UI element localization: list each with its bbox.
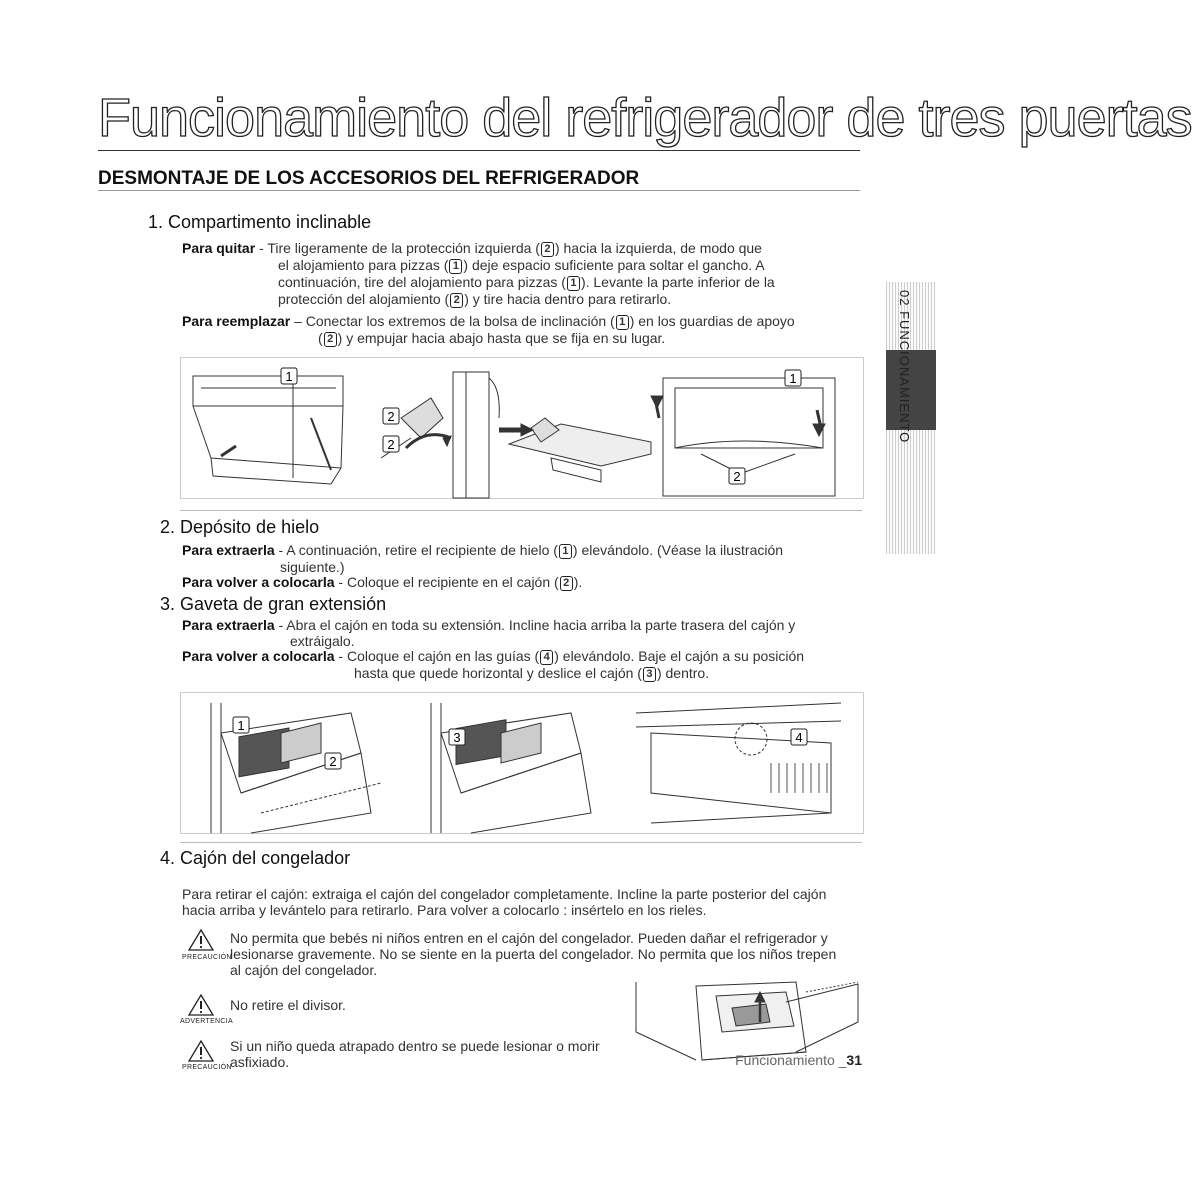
figure-gaveta bbox=[180, 692, 864, 834]
number-2-badge: 2 bbox=[324, 332, 337, 347]
text-deposito-extraerla: Para extraerla - A continuación, retire el recipiente de hielo ( 1 ) elevándolo. (Véase la ilustración siguiente.) bbox=[182, 542, 784, 575]
number-1-badge: 1 bbox=[559, 544, 572, 559]
label-para-quitar: Para quitar bbox=[182, 240, 256, 256]
number-4-badge: 4 bbox=[540, 650, 553, 665]
precaucion-label: PRECAUCIÓN bbox=[182, 1064, 232, 1071]
heading-compartimento: 1. Compartimento inclinable bbox=[148, 212, 372, 232]
page-footer: Funcionamiento _31 bbox=[735, 1052, 862, 1068]
heading-gaveta-extension: 3. Gaveta de gran extensión bbox=[160, 594, 387, 614]
figure-compartimento bbox=[180, 357, 864, 499]
label-para-extraerla: Para extraerla bbox=[182, 542, 275, 558]
warning-triangle-icon bbox=[188, 994, 214, 1016]
svg-text:2: 2 bbox=[387, 409, 395, 424]
number-3-badge: 3 bbox=[643, 667, 656, 682]
label-para-volver-a-colocarla: Para volver a colocarla bbox=[182, 574, 335, 590]
svg-text:2: 2 bbox=[733, 469, 741, 484]
page-title: Funcionamiento del refrigerador de tres puertas bbox=[98, 88, 1192, 148]
divider bbox=[180, 510, 862, 511]
heading-deposito-hielo: 2. Depósito de hielo bbox=[160, 517, 320, 537]
section-heading: DESMONTAJE DE LOS ACCESORIOS DEL REFRIGERADOR bbox=[98, 168, 640, 189]
text-para-quitar: Para quitar - Tire ligeramente de la protección izquierda ( 2 ) hacia la izquierda, de modo que el alojamiento para pizzas ( 1 ) deje espacio suficiente para soltar el gancho. A continuación, tire del alojamiento para pizzas ( 1 ). Levante la parte inferior de la protección del alojamiento ( 2 ) y tire hacia dentro para retirarlo. bbox=[182, 240, 775, 307]
svg-text:3: 3 bbox=[453, 730, 461, 745]
label-para-volver-a-colocarla: Para volver a colocarla bbox=[182, 648, 335, 664]
text-deposito-volver: Para volver a colocarla - Coloque el recipiente en el cajón ( 2 ). bbox=[182, 574, 583, 590]
label-para-reemplazar: Para reemplazar bbox=[182, 313, 291, 329]
page-number: 31 bbox=[846, 1052, 862, 1068]
number-2-badge: 2 bbox=[450, 293, 463, 308]
frame-outline bbox=[663, 378, 835, 496]
label-para-extraerla: Para extraerla bbox=[182, 617, 275, 633]
svg-text:4: 4 bbox=[795, 730, 803, 745]
svg-text:1: 1 bbox=[237, 718, 245, 733]
number-2-badge: 2 bbox=[560, 576, 573, 591]
compartimento-illustration bbox=[181, 358, 863, 498]
title-rule bbox=[98, 150, 860, 151]
number-2-badge: 2 bbox=[541, 242, 554, 257]
number-1-badge: 1 bbox=[449, 259, 462, 274]
svg-text:2: 2 bbox=[387, 437, 395, 452]
text-para-reemplazar: Para reemplazar – Conectar los extremos de la bolsa de inclinación ( 1 ) en los guardias de apoyo ( 2 ) y empujar hacia abajo hasta que se fija en su lugar. bbox=[182, 313, 795, 346]
door-edge bbox=[453, 372, 489, 498]
number-1-badge: 1 bbox=[616, 315, 629, 330]
text-gaveta-volver: Para volver a colocarla - Coloque el cajón en las guías ( 4 ) elevándolo. Baje el cajón a su posición hasta que quede horizontal y deslice el cajón ( 3 ) dentro. bbox=[182, 648, 805, 681]
text-warning-divisor: No retire el divisor. bbox=[230, 997, 346, 1013]
gaveta-illustration bbox=[181, 693, 863, 833]
text-gaveta-extraerla: Para extraerla - Abra el cajón en toda su extensión. Incline hacia arriba la parte trasera del cajón y extráigalo. bbox=[182, 617, 796, 649]
divider bbox=[180, 842, 862, 843]
warning-triangle-icon bbox=[188, 929, 214, 951]
advertencia-label: ADVERTENCIA bbox=[180, 1018, 233, 1025]
side-tab-label: 02 FUNCIONAMIENTO bbox=[897, 290, 912, 444]
precaucion-label: PRECAUCIÓN bbox=[182, 954, 232, 961]
number-1-badge: 1 bbox=[567, 276, 580, 291]
svg-text:1: 1 bbox=[285, 369, 293, 384]
heading-cajon-congelador: 4. Cajón del congelador bbox=[160, 848, 351, 868]
warning-triangle-icon bbox=[188, 1040, 214, 1062]
svg-text:2: 2 bbox=[329, 754, 337, 769]
text-warning-children: No permita que bebés ni niños entren en el cajón del congelador. Pueden dañar el refrigerador y lesionarse gravemente. No se siente en la puerta del congelador. No permita que los niños trepen al cajón del congelador. bbox=[230, 930, 837, 978]
text-cajon-body: Para retirar el cajón: extraiga el cajón del congelador completamente. Incline la parte posterior del cajón hacia arriba y levántelo para retirarlo. Para volver a colocarlo : insértelo en los rieles. bbox=[182, 886, 827, 918]
section-rule bbox=[98, 190, 860, 191]
text-warning-asfixia: Si un niño queda atrapado dentro se puede lesionar o morir asfixiado. bbox=[230, 1038, 600, 1070]
shelf-outline bbox=[193, 376, 343, 406]
svg-text:1: 1 bbox=[789, 371, 797, 386]
